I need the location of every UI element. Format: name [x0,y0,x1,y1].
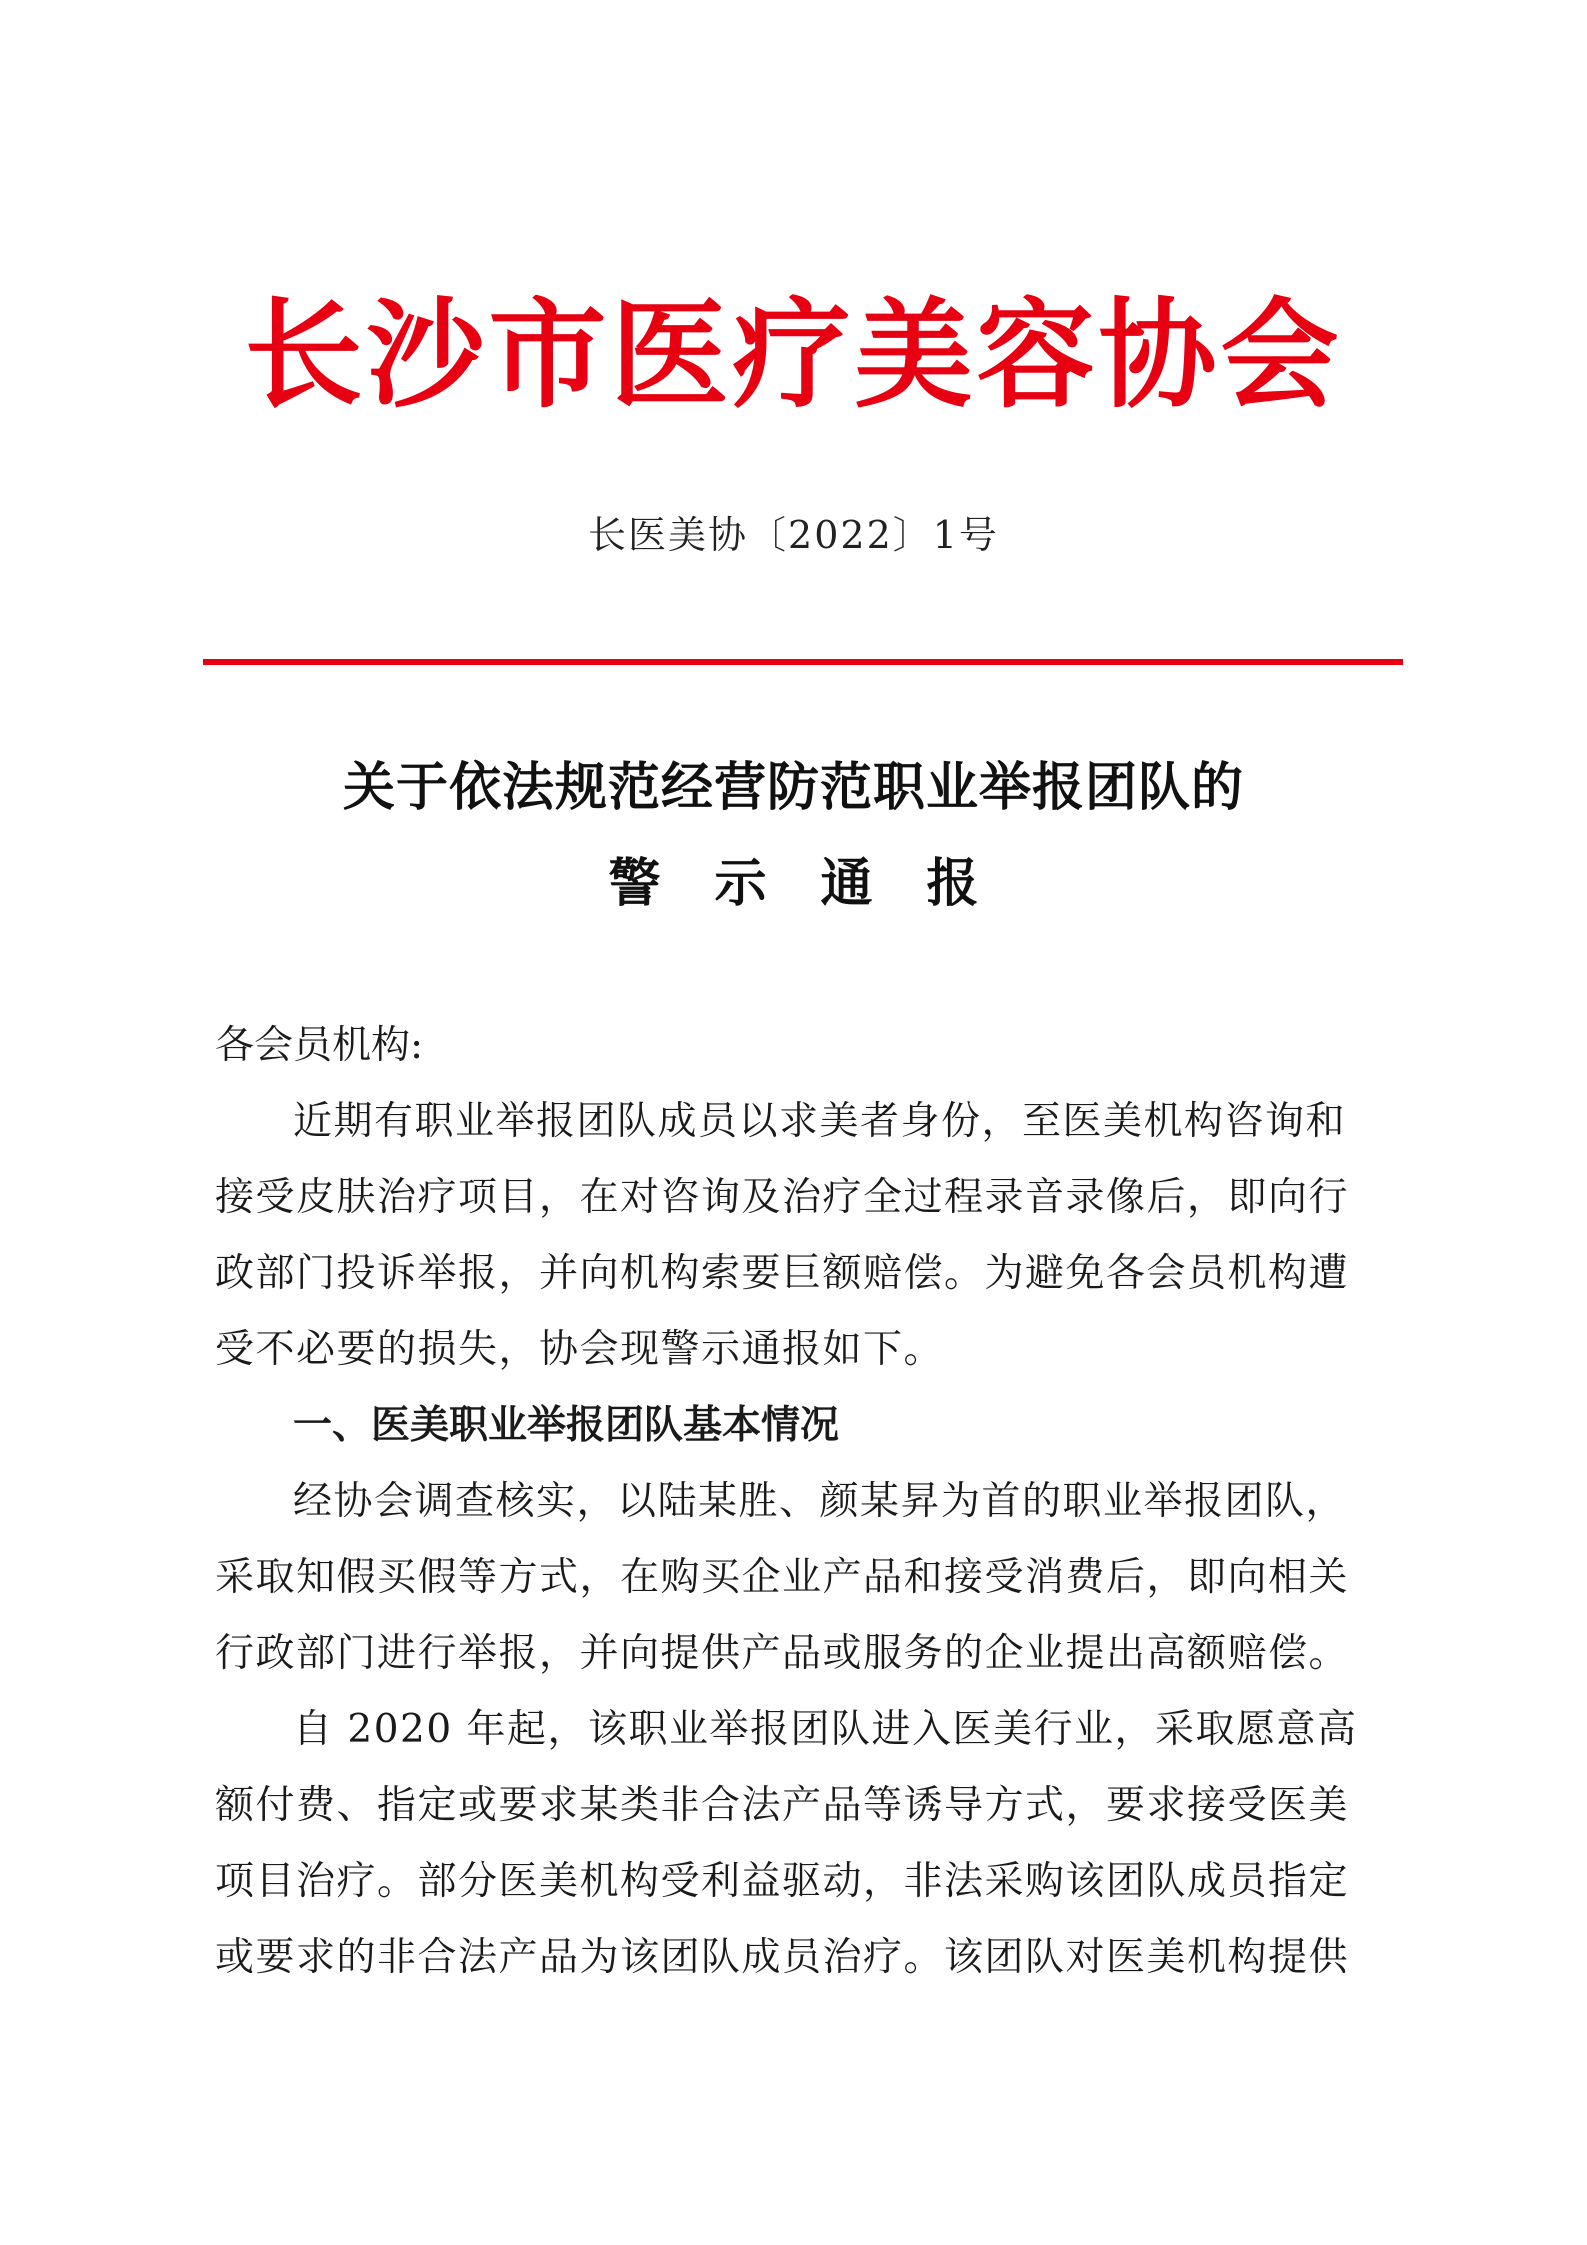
paragraph-3-line-1: 自 2020 年起，该职业举报团队进入医美行业，采取愿意高 [293,1707,1358,1752]
document-number: 长医美协〔2022〕1号 [588,513,999,557]
paragraph-2-line-3: 行政部门进行举报，并向提供产品或服务的企业提出高额赔偿。 [215,1631,1350,1676]
salutation: 各会员机构: [215,1023,424,1068]
document-title-line1: 关于依法规范经营防范职业举报团队的 [342,758,1244,818]
paragraph-1-line-1: 近期有职业举报团队成员以求美者身份，至医美机构咨询和 [293,1099,1347,1144]
section-1-heading: 一、医美职业举报团队基本情况 [293,1403,840,1448]
organization-letterhead: 长沙市医疗美容协会 [244,285,1343,424]
paragraph-1-line-4: 受不必要的损失，协会现警示通报如下。 [215,1327,945,1372]
paragraph-3-line-2: 额付费、指定或要求某类非合法产品等诱导方式，要求接受医美 [215,1783,1350,1828]
paragraph-2-line-1: 经协会调查核实，以陆某胜、颜某昇为首的职业举报团队， [293,1479,1347,1524]
paragraph-1-line-3: 政部门投诉举报，并向机构索要巨额赔偿。为避免各会员机构遭 [215,1251,1350,1296]
paragraph-2-line-2: 采取知假买假等方式，在购买企业产品和接受消费后，即向相关 [215,1555,1350,1600]
paragraph-3-line-3: 项目治疗。部分医美机构受利益驱动，非法采购该团队成员指定 [215,1859,1350,1904]
red-divider-line [203,659,1403,665]
paragraph-3-line-4: 或要求的非合法产品为该团队成员治疗。该团队对医美机构提供 [215,1935,1350,1980]
document-title-line2: 警示通报 [608,854,1033,914]
paragraph-1-line-2: 接受皮肤治疗项目，在对咨询及治疗全过程录音录像后，即向行 [215,1175,1350,1220]
